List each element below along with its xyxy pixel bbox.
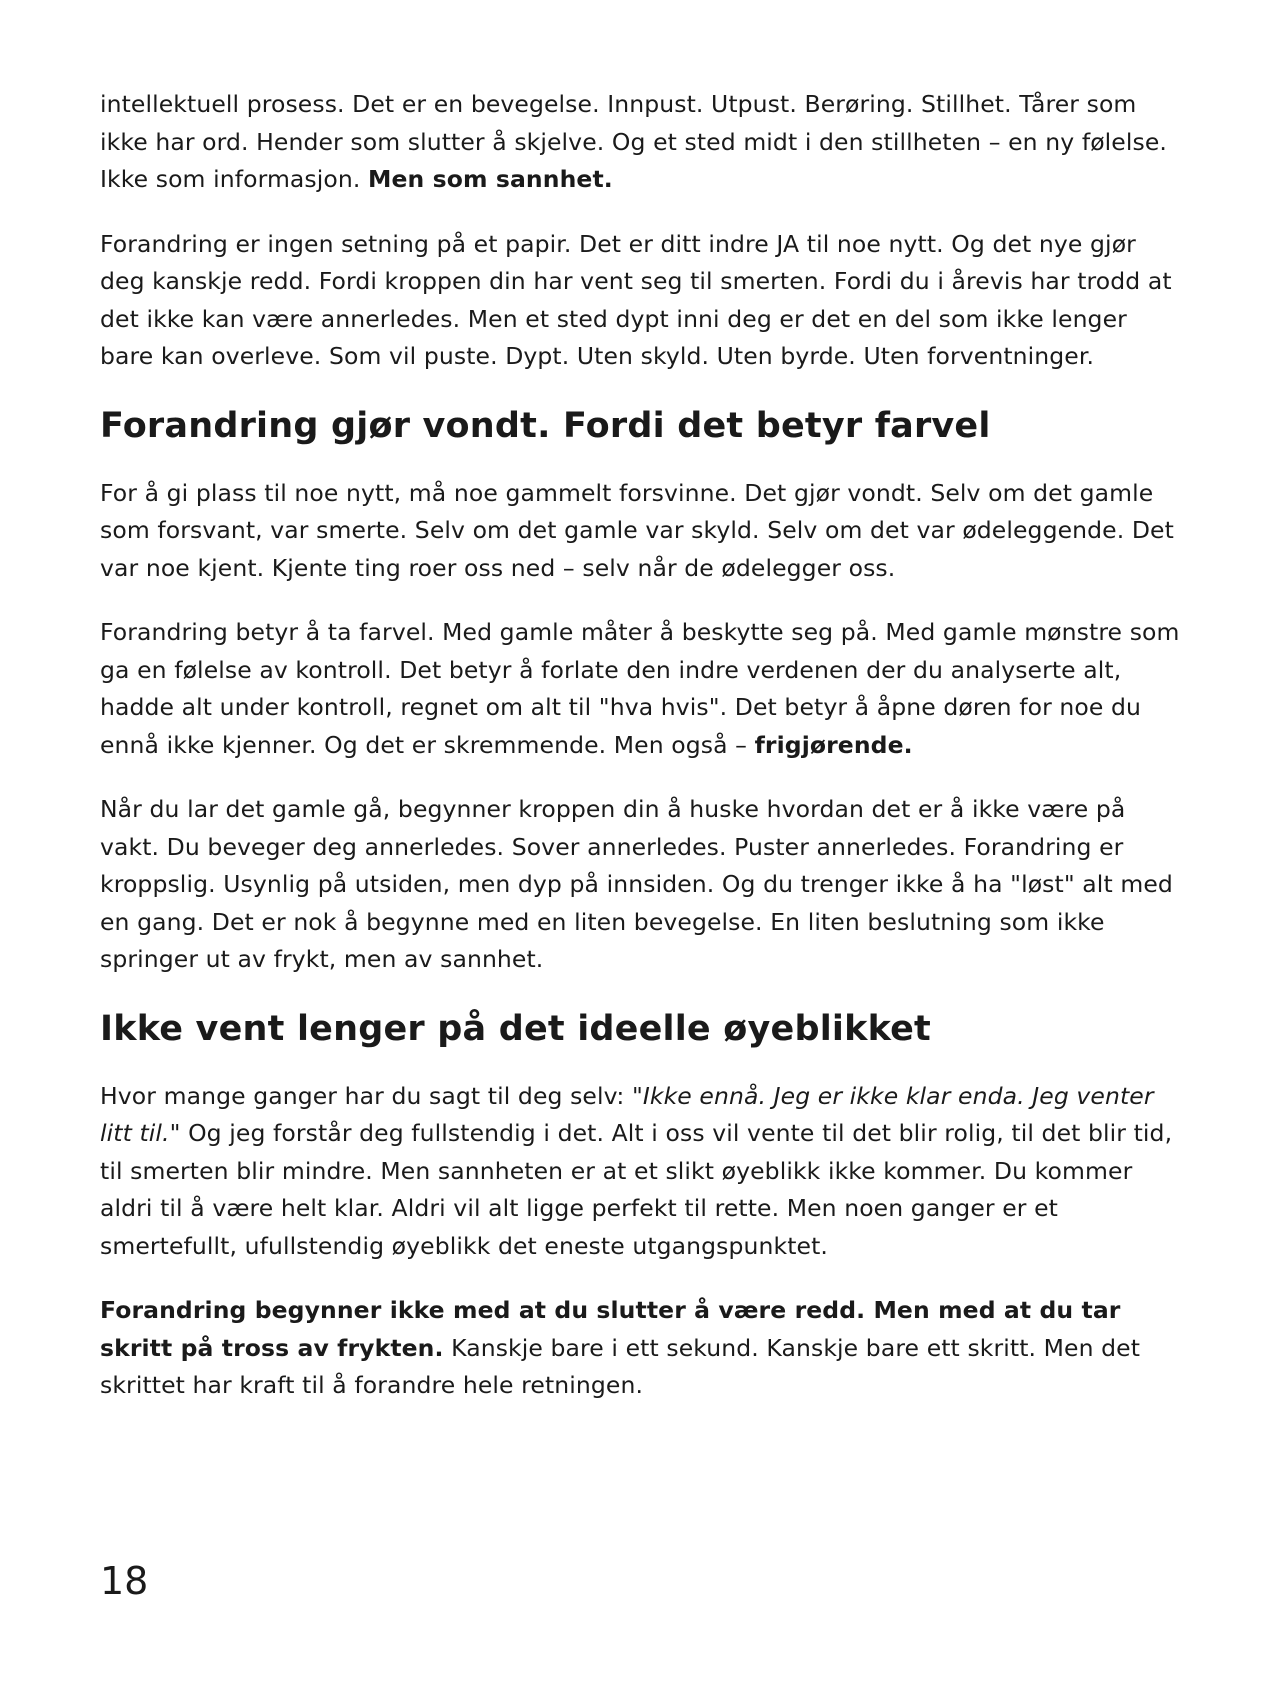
paragraph-4-bold: frigjørende. — [754, 730, 913, 759]
paragraph-6 — [100, 1078, 1180, 1266]
paragraph-2 — [100, 226, 1180, 376]
paragraph-4 — [100, 614, 1180, 764]
heading-ideal-moment: Ikke vent lenger på det ideelle øyeblikket — [100, 1008, 931, 1049]
paragraph-6-quote: "Ikke ennå. Jeg er ikke klar enda. Jeg venter litt til." — [100, 1081, 1154, 1147]
paragraph-6-text: Og jeg forstår deg fullstendig i det. Alt i oss vil vente til det blir rolig, til det blir tid, til smerten blir mindre. Men sannheten er at et slikt øyeblikk ikke kommer. Du kommer aldri til å være helt klar. Aldri vil alt ligge perfekt til rette. Men noen ganger er et smertefullt, ufullstendig øyeblikk det eneste utgangspunktet. — [100, 1119, 1173, 1260]
paragraph-7 — [100, 1292, 1180, 1405]
heading-farewell: Forandring gjør vondt. Fordi det betyr farvel — [100, 405, 991, 446]
paragraph-1 — [100, 86, 1180, 199]
page-number: 18 — [100, 1559, 149, 1603]
paragraph-5-text: Når du lar det gamle gå, begynner kroppen din å huske hvordan det er å ikke være på vakt. Du beveger deg annerledes. Sover annerledes. Puster annerledes. Forandring er kroppslig. Usynlig på utsiden, men dyp på innsiden. Og du trenger ikke å ha "løst" alt med en gang. Det er nok å begynne med en liten bevegelse. En liten beslutning som ikke springer ut av frykt, men av sannhet. — [100, 795, 1173, 973]
paragraph-3 — [100, 475, 1180, 588]
paragraph-7-text: Kanskje bare i ett sekund. Kanskje bare ett skritt. Men det skrittet har kraft til å forandre hele retningen. — [100, 1333, 1141, 1399]
paragraph-4-text: Forandring betyr å ta farvel. Med gamle måter å beskytte seg på. Med gamle mønstre som ga en følelse av kontroll. Det betyr å forlate den indre verdenen der du analyserte alt, hadde alt under kontroll, regnet om alt til "hva hvis". Det betyr å åpne døren for noe du ennå ikke kjenner. Og det er skremmende. Men også – — [100, 618, 1180, 759]
paragraph-6-lead: Hvor mange ganger har du sagt til deg selv: — [100, 1081, 632, 1110]
paragraph-1-text: intellektuell prosess. Det er en bevegelse. Innpust. Utpust. Berøring. Stillhet. Tårer som ikke har ord. Hender som slutter å skjelve. Og et sted midt i den stillheten – en ny følelse. Ikke som informasjon. — [100, 90, 1167, 193]
paragraph-7-bold: Forandring begynner ikke med at du slutter å være redd. Men med at du tar skritt på tross av frykten. — [100, 1296, 1121, 1362]
paragraph-5 — [100, 791, 1180, 979]
paragraph-2-text: Forandring er ingen setning på et papir. Det er ditt indre JA til noe nytt. Og det nye gjør deg kanskje redd. Fordi kroppen din har vent seg til smerten. Fordi du i årevis har trodd at det ikke kan være annerledes. Men et sted dypt inni deg er det en del som ikke lenger bare kan overleve. Som vil puste. Dypt. Uten skyld. Uten byrde. Uten forventninger. — [100, 229, 1172, 370]
page-content — [100, 86, 1180, 1432]
paragraph-3-text: For å gi plass til noe nytt, må noe gammelt forsvinne. Det gjør vondt. Selv om det gamle som forsvant, var smerte. Selv om det gamle var skyld. Selv om det var ødeleggende. Det var noe kjent. Kjente ting roer oss ned – selv når de ødelegger oss. — [100, 478, 1174, 582]
paragraph-1-bold: Men som sannhet. — [368, 165, 613, 193]
